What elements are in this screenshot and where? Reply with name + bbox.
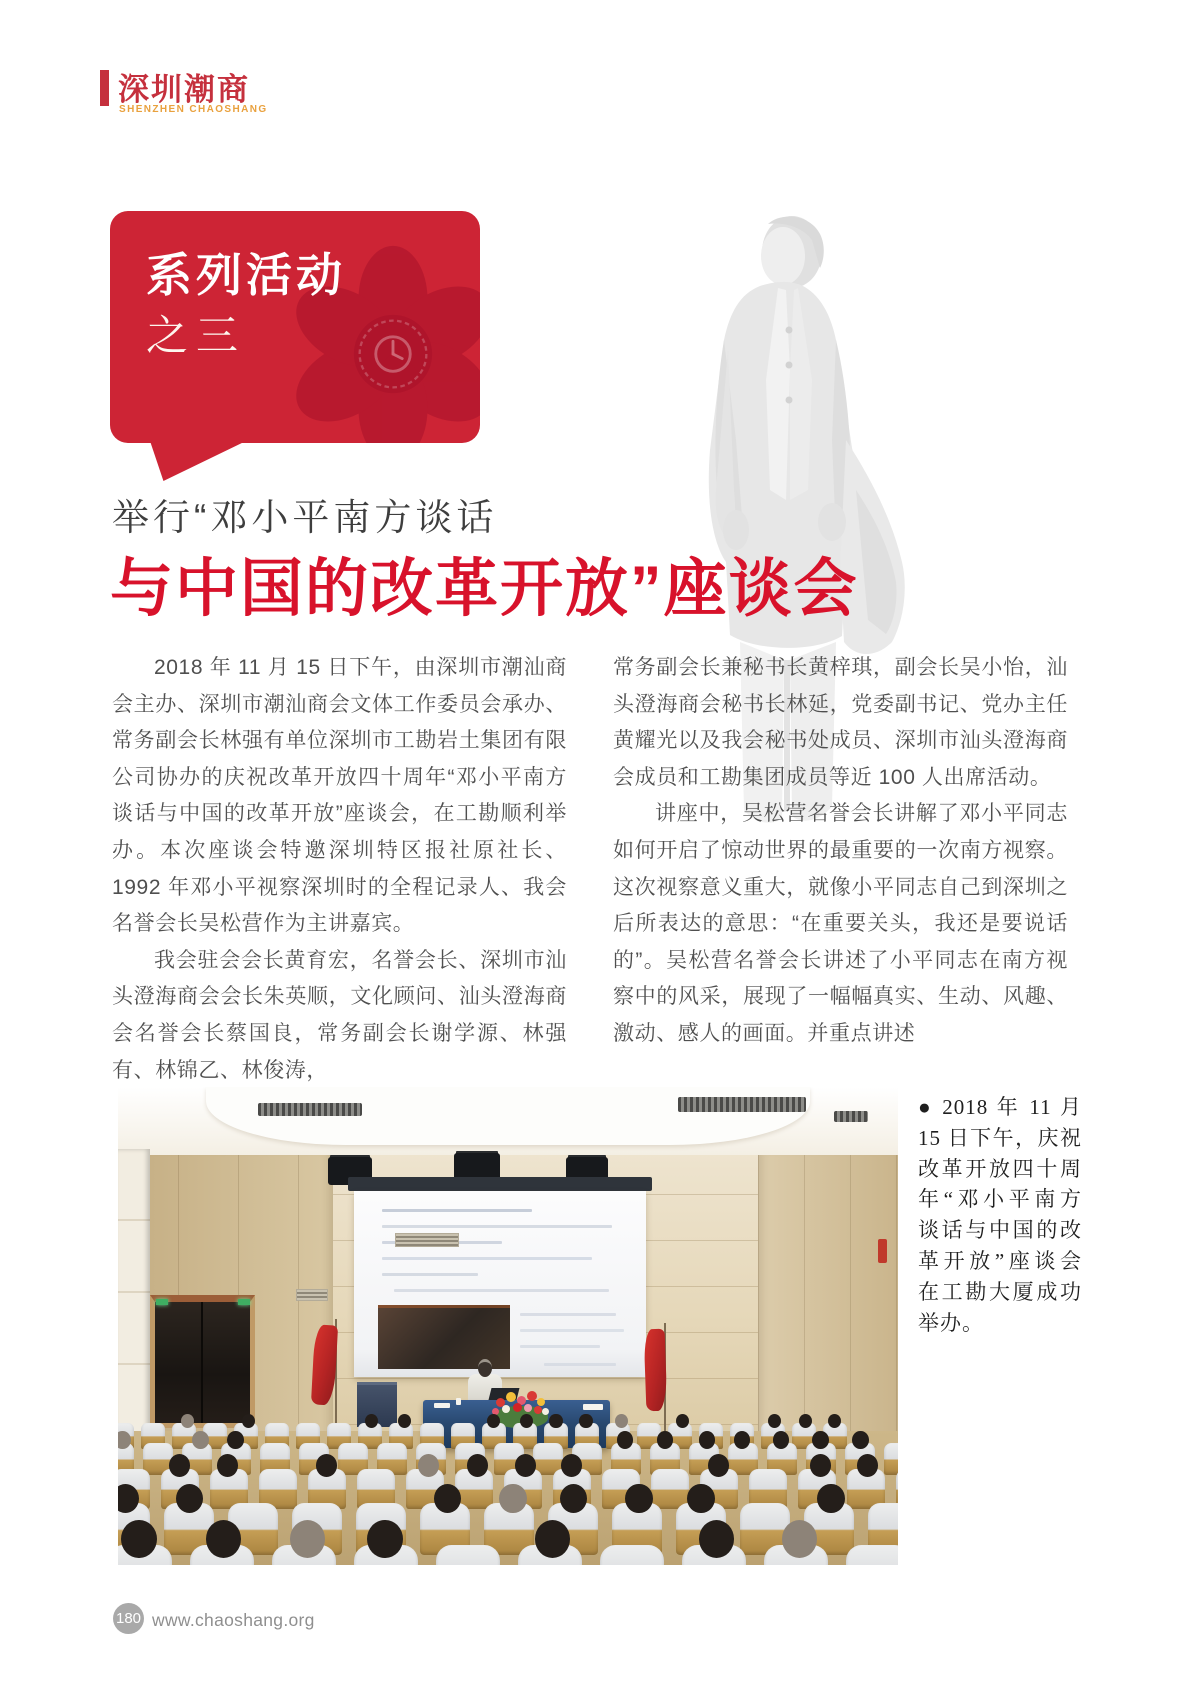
exit-sign [238,1299,250,1305]
auditorium-lecture-photo [118,1087,898,1565]
website-url: www.chaoshang.org [152,1610,315,1630]
article-body [112,650,1068,1089]
paragraph: 2018 年 11 月 15 日下午，由深圳市潮汕商会主办、深圳市潮汕商会文体工作委员会承办、常务副会长林强有单位深圳市工勘岩土集团有限公司协办的庆祝改革开放四十周年“邓小平南方谈话与中国的改革开放”座谈会，在工勘顺利举办。本次座谈会特邀深圳特区报社原社长、1992 年邓小平视察深圳时的全程记录人、我会名誉会长吴松营作为主讲嘉宾。 [112,656,567,936]
ceiling-vent [834,1111,868,1122]
logo-red-bar [100,70,109,106]
logo-subtitle: SHENZHEN CHAOSHANG [119,104,268,115]
page-title: 与中国的改革开放”座谈会 [110,554,859,624]
fire-hydrant-box [878,1239,887,1263]
exit-sign [156,1299,168,1305]
projection-screen [354,1191,646,1377]
screen-inset-photo [378,1305,510,1369]
paper [434,1403,450,1408]
paragraph: 常务副会长兼秘书长黄梓琪，副会长吴小怡，汕头澄海商会秘书长林延，党委副书记、党办主任黄耀光以及我会秘书处成员、深圳市汕头澄海商会成员和工勘集团成员等近 100 人出席活动。 [613,656,1068,789]
ceiling-vent [678,1097,806,1112]
article-left-column [112,650,567,1089]
series-badge [110,211,480,443]
photo-ceiling-recess [206,1087,810,1145]
badge-tail [150,441,246,481]
badge-line2: 之三 [146,312,247,359]
lecturer-head [478,1359,492,1377]
ceiling-vent [258,1103,362,1116]
wall-vent [395,1233,459,1247]
badge-line1: 系列活动 [146,249,346,301]
page-number-badge: 180 [113,1603,144,1634]
paragraph: 讲座中，吴松营名誉会长讲解了邓小平同志如何开启了惊动世界的最重要的一次南方视察。这次视察意义重大，就像小平同志自己到深圳之后所表达的意思：“在重要关头，我还是要说话的”。吴松营名誉会长讲述了小平同志在南方视察中的风采，展现了一幅幅真实、生动、风趣、激动、感人的画面。并重点讲述 [613,802,1068,1045]
cup [456,1398,461,1405]
door [150,1295,255,1428]
headline-kicker: 举行“邓小平南方谈话 [112,497,498,538]
photo-caption: ● 2018 年 11 月 15 日下午，庆祝改革开放四十周年“邓小平南方谈话与中国的改革开放”座谈会在工勘大厦成功举办。 [918,1095,1082,1335]
wall-vent [296,1289,328,1301]
screen-housing [348,1177,652,1191]
paragraph: 我会驻会会长黄育宏，名誉会长、深圳市汕头澄海商会会长朱英顺，文化顾问、汕头澄海商会名誉会长蔡国良，常务副会长谢学源、林强有、林锦乙、林俊涛， [112,948,567,1082]
logo-title: 深圳潮商 [118,72,250,107]
article-right-column [613,650,1068,1089]
paper [583,1404,603,1410]
